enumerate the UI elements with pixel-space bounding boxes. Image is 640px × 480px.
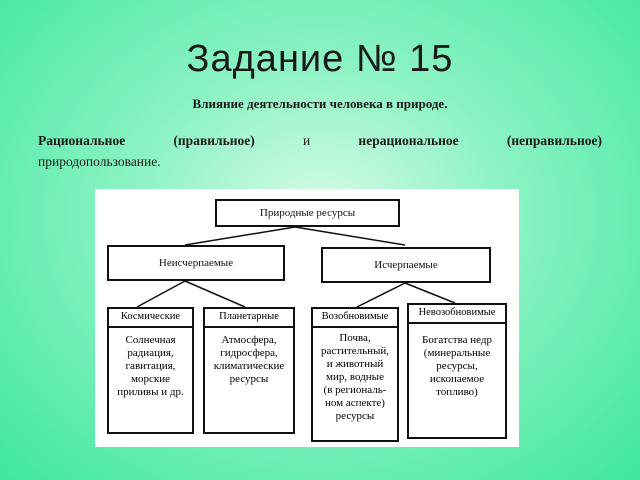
root-box: [215, 199, 400, 227]
renewable-column: [311, 307, 399, 442]
planetary-column: [203, 307, 295, 434]
planetary-line: гидросфера,: [220, 347, 278, 359]
exhaustible-box: [321, 247, 491, 283]
intro-word-irrational: нерациональное: [358, 133, 459, 148]
planetary-body: [205, 328, 293, 386]
intro-text: [38, 130, 602, 172]
renewable-line: растительный,: [320, 345, 390, 357]
renewable-body: [313, 328, 397, 423]
cosmic-line: морские: [131, 373, 170, 385]
planetary-line: климатические: [213, 360, 285, 372]
cosmic-line: радиация,: [127, 347, 174, 359]
renewable-line: ресурсы: [335, 410, 375, 422]
renewable-header: Возобновимые: [313, 309, 397, 328]
cosmic-column: [107, 307, 194, 434]
cosmic-line: гавитация,: [125, 360, 176, 372]
inexhaustible-label: Неисчерпаемые: [158, 257, 234, 269]
root-label: Природные ресурсы: [259, 207, 356, 219]
nonrenewable-body: [409, 324, 505, 399]
renewable-line: Почва,: [339, 332, 371, 344]
intro-line-2: природопользование.: [38, 154, 161, 169]
nonrenewable-line: ископаемое: [429, 373, 485, 385]
cosmic-line: Солнечная: [125, 334, 176, 346]
planetary-header: Планетарные: [205, 309, 293, 328]
nonrenewable-column: [407, 303, 507, 439]
inexhaustible-box: [107, 245, 285, 281]
cosmic-body: [109, 328, 192, 399]
cosmic-header: Космические: [109, 309, 192, 328]
renewable-line: ном аспекте): [325, 397, 385, 409]
slide-subtitle: Влияние деятельности человека в природе.: [192, 96, 448, 111]
intro-word-incorrect: (неправильное): [506, 133, 602, 148]
planetary-line: Атмосфера,: [221, 334, 277, 346]
exhaustible-label: Исчерпаемые: [374, 259, 438, 271]
nonrenewable-line: Богатства недр: [422, 334, 492, 346]
slide-title: Задание № 15: [186, 38, 454, 80]
cosmic-line: приливы и др.: [117, 386, 184, 398]
intro-word-rational: Рациональное: [38, 133, 126, 148]
renewable-line: (в региональ-: [323, 384, 387, 396]
nonrenewable-line: топливо): [436, 386, 478, 398]
renewable-line: мир, водные: [326, 371, 384, 383]
intro-word-correct: (правильное): [173, 133, 255, 148]
intro-word-and: и: [302, 133, 311, 148]
nonrenewable-line: (минеральные: [423, 347, 491, 359]
resources-diagram: [95, 189, 519, 447]
planetary-line: ресурсы: [229, 373, 269, 385]
nonrenewable-line: ресурсы,: [436, 360, 478, 372]
nonrenewable-header: Невозобновимые: [409, 305, 505, 324]
renewable-line: и животный: [326, 358, 384, 370]
